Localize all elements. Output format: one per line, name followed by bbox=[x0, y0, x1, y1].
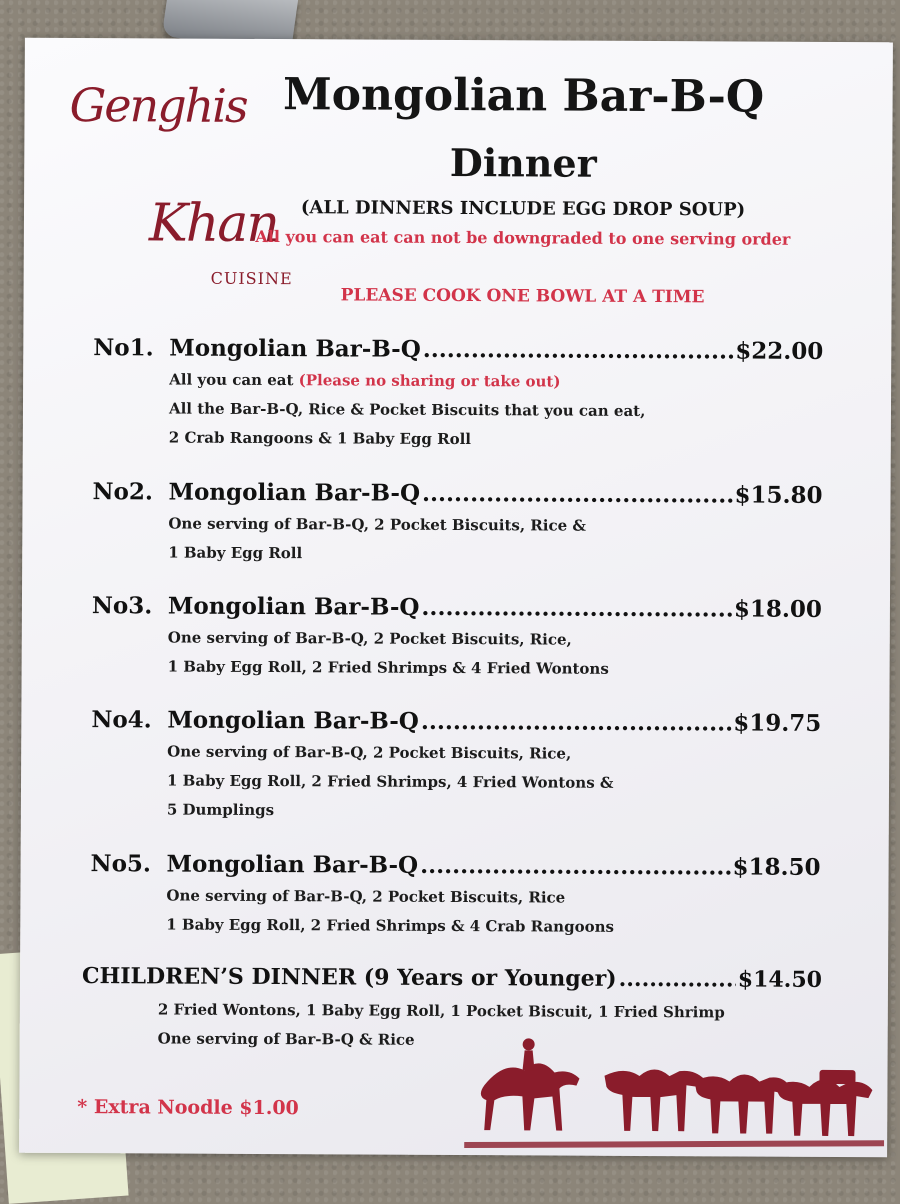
desc-line: One serving of Bar-B-Q, 2 Pocket Biscuits, Rice, bbox=[167, 628, 572, 649]
menu-item-5 bbox=[90, 850, 820, 943]
desc-restriction: (Please no sharing or take out) bbox=[298, 371, 561, 391]
children-name: CHILDREN’S DINNER (9 Years or Younger) bbox=[81, 963, 617, 992]
dot-leader bbox=[421, 708, 732, 737]
desc-line: One serving of Bar-B-Q, 2 Pocket Biscuits, Rice, bbox=[167, 742, 572, 763]
desc-line: 5 Dumplings bbox=[166, 800, 275, 820]
item-price: $18.50 bbox=[732, 853, 821, 881]
item-description bbox=[91, 737, 821, 828]
item-name: Mongolian Bar-B-Q bbox=[168, 478, 421, 507]
desc-line: 1 Baby Egg Roll, 2 Fried Shrimps & 4 Fried Wontons bbox=[167, 657, 609, 678]
menu-subtitle: Dinner bbox=[449, 139, 597, 186]
cook-instruction: PLEASE COOK ONE BOWL AT A TIME bbox=[340, 285, 705, 308]
item-number: No5. bbox=[90, 850, 152, 878]
dot-leader bbox=[422, 480, 733, 509]
desc-line: One serving of Bar-B-Q & Rice bbox=[157, 1029, 415, 1049]
item-description bbox=[92, 509, 822, 571]
item-name: Mongolian Bar-B-Q bbox=[169, 334, 421, 363]
item-price: $22.00 bbox=[735, 337, 824, 365]
item-number: No4. bbox=[91, 706, 152, 734]
desc-line: 1 Baby Egg Roll, 2 Fried Shrimps & 4 Crab Rangoons bbox=[166, 915, 614, 936]
item-name: Mongolian Bar-B-Q bbox=[166, 850, 419, 879]
desc-line: 2 Fried Wontons, 1 Baby Egg Roll, 1 Pocket Biscuit, 1 Fried Shrimp bbox=[157, 1000, 725, 1022]
item-name: Mongolian Bar-B-Q bbox=[167, 706, 419, 735]
item-price: $18.00 bbox=[733, 595, 823, 623]
item-number: No3. bbox=[91, 592, 153, 620]
menu-item-1 bbox=[93, 334, 824, 456]
item-number: No2. bbox=[92, 478, 153, 506]
desc-line: One serving of Bar-B-Q, 2 Pocket Biscuits, Rice & bbox=[168, 514, 586, 535]
item-price: $15.80 bbox=[734, 481, 823, 509]
menu-item-4 bbox=[91, 706, 822, 828]
logo-line-3: CUISINE bbox=[210, 268, 293, 289]
desc-lead: All you can eat bbox=[169, 370, 294, 390]
menu-sheet bbox=[19, 38, 893, 1158]
desc-line: 1 Baby Egg Roll bbox=[168, 543, 303, 563]
desc-line: 1 Baby Egg Roll, 2 Fried Shrimps, 4 Fried Wontons & bbox=[166, 771, 614, 792]
item-name: Mongolian Bar-B-Q bbox=[167, 592, 420, 621]
logo-line-2: Khan bbox=[148, 193, 278, 255]
soup-note: (ALL DINNERS INCLUDE EGG DROP SOUP) bbox=[300, 197, 746, 221]
camel-caravan-icon bbox=[464, 1030, 885, 1152]
dot-leader bbox=[423, 336, 734, 365]
children-price: $14.50 bbox=[737, 966, 823, 993]
downgrade-warning: All you can eat can not be downgraded to one serving order bbox=[255, 226, 791, 249]
item-number: No1. bbox=[93, 334, 154, 362]
item-price: $19.75 bbox=[733, 709, 822, 737]
menu-item-3 bbox=[92, 592, 822, 685]
menu-item-2 bbox=[92, 478, 822, 571]
menu-title: Mongolian Bar-B-Q bbox=[282, 69, 765, 123]
desc-line: All the Bar-B-Q, Rice & Pocket Biscuits that you can eat, bbox=[168, 399, 646, 420]
dot-leader bbox=[420, 852, 731, 881]
desc-line: 2 Crab Rangoons & 1 Baby Egg Roll bbox=[168, 428, 472, 449]
item-description bbox=[92, 623, 822, 685]
logo-line-1: Genghis bbox=[69, 77, 247, 133]
item-description bbox=[93, 365, 823, 456]
desc-line: One serving of Bar-B-Q, 2 Pocket Biscuits, Rice bbox=[166, 886, 566, 907]
item-description bbox=[90, 881, 820, 943]
extra-noodle-note: * Extra Noodle $1.00 bbox=[77, 1096, 299, 1120]
dot-leader bbox=[619, 966, 736, 993]
dot-leader bbox=[421, 594, 732, 623]
